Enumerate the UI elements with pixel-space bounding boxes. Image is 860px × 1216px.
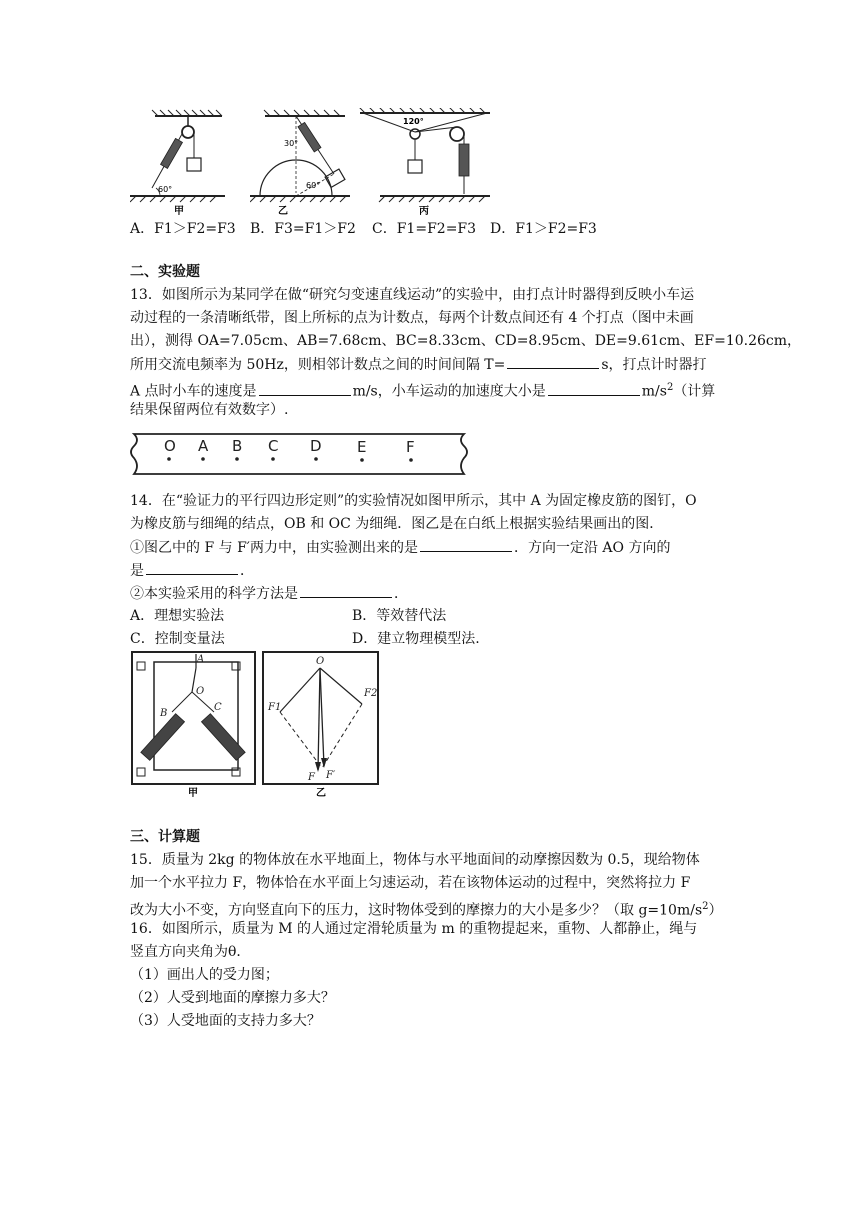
tape-point-f: F bbox=[406, 438, 415, 456]
q16-line-1: 16．如图所示，质量为 M 的人通过定滑轮质量为 m 的重物提起来，重物、人都静止，绳与 bbox=[130, 921, 698, 937]
tape-point-d: D bbox=[310, 437, 322, 455]
fig14-label-f: F bbox=[308, 772, 315, 783]
q13-line-5: A 点时小车的速度是 m/s，小车运动的加速度大小是 $m/s^2$（计算 bbox=[130, 376, 715, 404]
q16-sub-1: （1）画出人的受力图； bbox=[130, 967, 279, 983]
fig14-label-o: O bbox=[196, 686, 205, 697]
q14-line-5: ②本实验采用的科学方法是 ． bbox=[130, 582, 408, 606]
tape-point-c: C bbox=[268, 437, 279, 455]
q13-line-2: 动过程的一条清晰纸带，图上所标的点为计数点，每两个计数点间还有 4 个打点（图中未画 bbox=[130, 310, 694, 326]
q13-blank-acceleration[interactable] bbox=[548, 380, 640, 396]
tape-point-e: E bbox=[357, 438, 367, 456]
angle-bing-label: 120° bbox=[403, 117, 424, 126]
q14-figures bbox=[130, 650, 380, 800]
fig14-label-a: A bbox=[197, 654, 205, 665]
q14-option-c[interactable]: C．控制变量法 bbox=[130, 631, 225, 647]
figure-bing-caption: 丙 bbox=[419, 206, 429, 217]
q15-line-1: 15．质量为 2kg 的物体放在水平地面上，物体与水平地面间的动摩擦因数为 0.5，现给物体 bbox=[130, 852, 700, 868]
q13-blank-period[interactable] bbox=[507, 353, 599, 369]
q16-sub-3: （3）人受地面的支持力多大？ bbox=[130, 1013, 321, 1029]
angle-jia-label: 60° bbox=[158, 185, 173, 194]
fig14-label-fprime: F′ bbox=[326, 770, 336, 781]
figure-jia-caption: 甲 bbox=[174, 206, 184, 217]
q14-line-3: ①图乙中的 F 与 F′两力中，由实验测出来的是 ．方向一定沿 AO 方向的 bbox=[130, 536, 670, 560]
q15-line-2: 加一个水平拉力 F，物体恰在水平面上匀速运动，若在该物体运动的过程中，突然将拉力 F bbox=[130, 875, 691, 891]
q14-option-d[interactable]: D．建立物理模型法. bbox=[352, 631, 480, 647]
q13-line-6: 结果保留两位有效数字）. bbox=[130, 402, 289, 418]
tape-point-o: O bbox=[164, 437, 176, 455]
q12-option-d[interactable]: D．F1＞F2=F3 bbox=[490, 221, 597, 237]
figure-yi-caption: 乙 bbox=[278, 206, 288, 217]
angle-yi-top-label: 30° bbox=[284, 139, 299, 148]
section-3-title: 三、计算题 bbox=[130, 829, 200, 845]
q13-line-1: 13．如图所示为某同学在做“研究匀变速直线运动”的实验中，由打点计时器得到反映小车运 bbox=[130, 287, 695, 303]
q16-line-2: 竖直方向夹角为θ． bbox=[130, 944, 251, 960]
q14-line-4: 是 ． bbox=[130, 559, 254, 583]
q12-option-a[interactable]: A．F1＞F2=F3 bbox=[130, 221, 236, 237]
fig14-label-o2: O bbox=[316, 656, 325, 667]
figure-bing bbox=[355, 108, 495, 218]
figure-jia bbox=[130, 108, 225, 218]
paper-tape-figure bbox=[130, 428, 470, 480]
q14-line-2: 为橡皮筋与细绳的结点，OB 和 OC 为细绳．图乙是在白纸上根据实验结果画出的图． bbox=[130, 516, 664, 532]
q14-option-a[interactable]: A．理想实验法 bbox=[130, 608, 225, 624]
q14-blank-method[interactable] bbox=[300, 582, 392, 598]
fig14-label-f1: F1 bbox=[268, 702, 282, 713]
q14-blank-measured[interactable] bbox=[420, 536, 512, 552]
section-2-title: 二、实验题 bbox=[130, 264, 200, 280]
figure-yi bbox=[250, 108, 350, 218]
fig14-label-b: B bbox=[160, 708, 168, 719]
fig14-caption-yi: 乙 bbox=[316, 788, 326, 799]
fig14-caption-jia: 甲 bbox=[188, 788, 198, 799]
angle-yi-bottom-label: 60° bbox=[306, 181, 321, 190]
q14-option-b[interactable]: B．等效替代法 bbox=[352, 608, 447, 624]
q13-line-4: 所用交流电频率为 50Hz，则相邻计数点之间的时间间隔 T= s，打点计时器打 bbox=[130, 353, 707, 377]
fig14-label-c: C bbox=[214, 702, 222, 713]
fig14-label-f2: F2 bbox=[364, 688, 378, 699]
q12-option-c[interactable]: C．F1=F2=F3 bbox=[372, 221, 477, 237]
q14-blank-direction[interactable] bbox=[146, 559, 238, 575]
q12-option-b[interactable]: B．F3=F1＞F2 bbox=[250, 221, 356, 237]
q14-line-1: 14．在“验证力的平行四边形定则”的实验情况如图甲所示，其中 A 为固定橡皮筋的图钉，O bbox=[130, 493, 697, 509]
q12-figures bbox=[130, 108, 600, 218]
q16-sub-2: （2）人受到地面的摩擦力多大？ bbox=[130, 990, 335, 1006]
q15-line-3: 改为大小不变，方向竖直向下的压力，这时物体受到的摩擦力的大小是多少？（取 $g=10m/s^2$） bbox=[130, 901, 723, 919]
q13-blank-velocity[interactable] bbox=[259, 380, 351, 396]
tape-point-b: B bbox=[232, 437, 243, 455]
tape-point-a: A bbox=[198, 437, 209, 455]
q13-line-3: 出），测得 OA=7.05cm、AB=7.68cm、BC=8.33cm、CD=8.95cm、DE=9.61cm、EF=10.26cm， bbox=[130, 333, 802, 349]
